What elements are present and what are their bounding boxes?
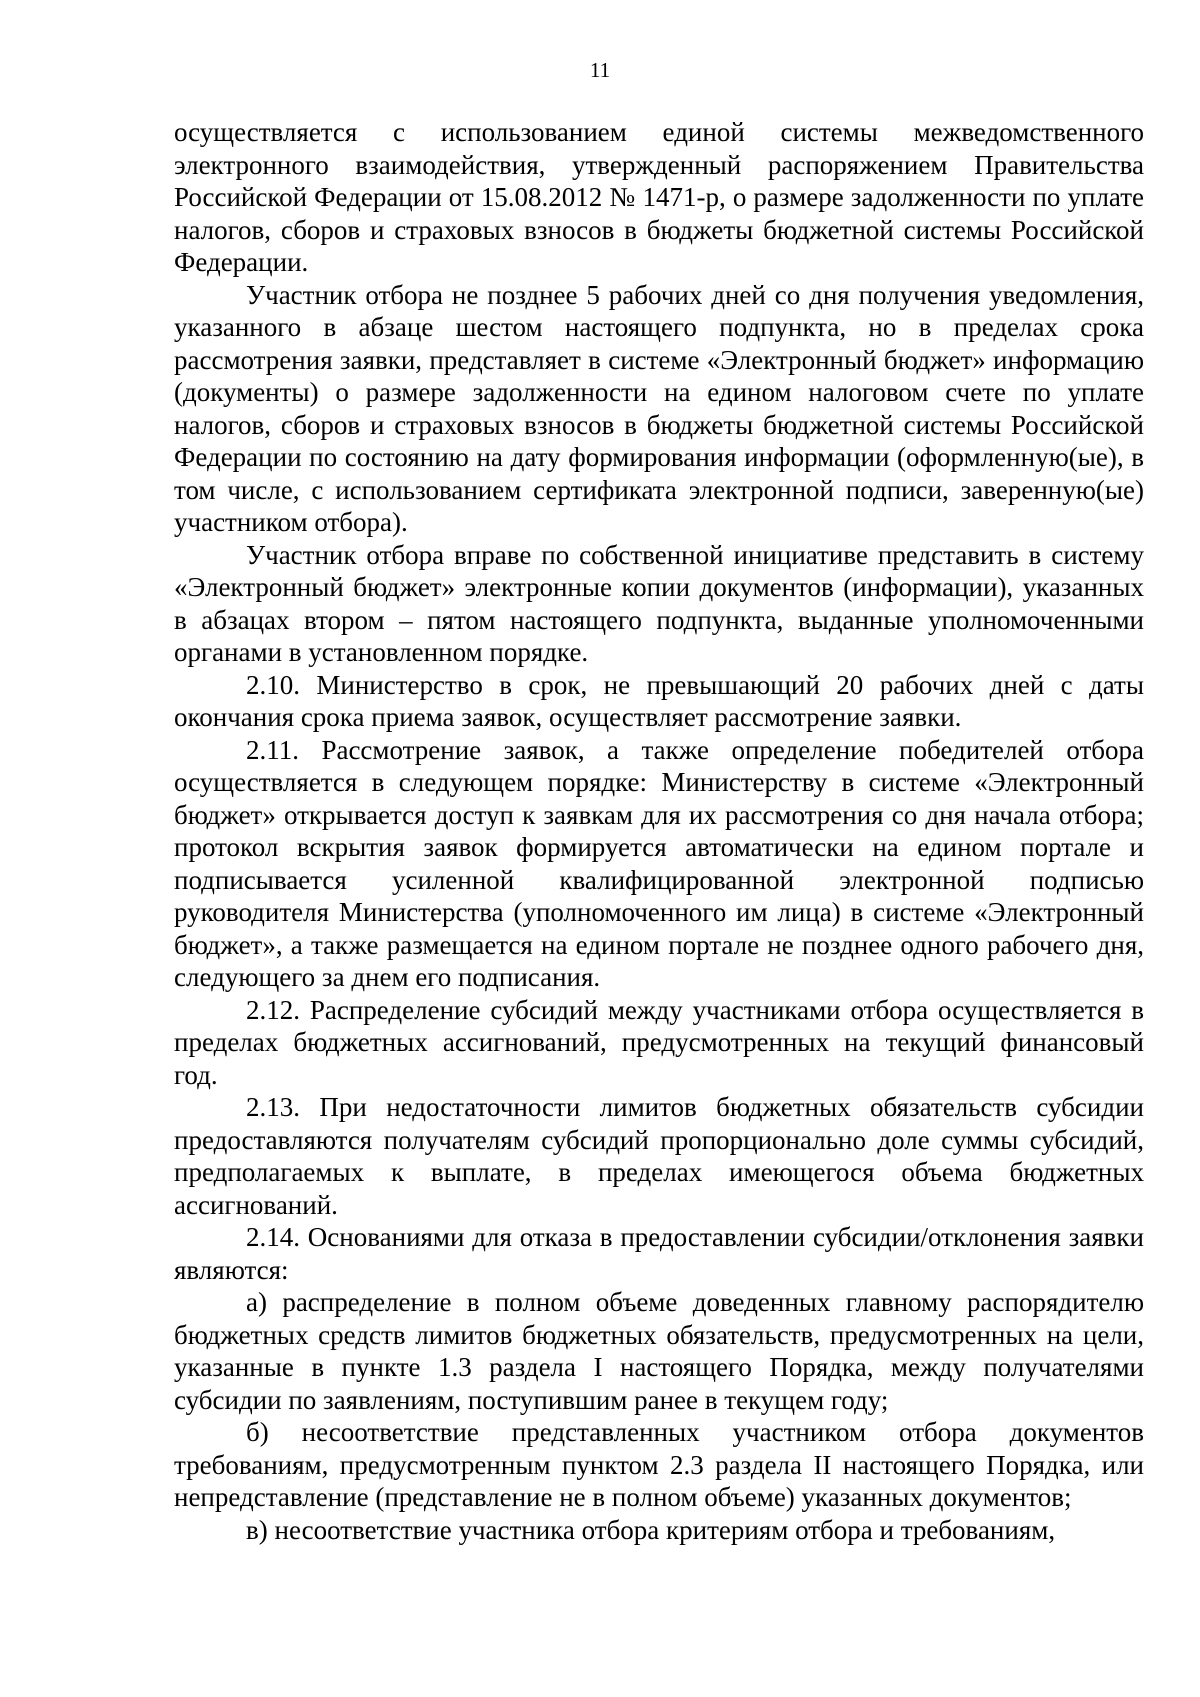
paragraph-clause-2-12: 2.12. Распределение субсидий между участниками отбора осуществляется в пределах бюджетных ассигнований, предусмотренных на текущий финансовый год. (174, 994, 1144, 1090)
paragraph-clause-2-13: 2.13. При недостаточности лимитов бюджетных обязательств субсидии предоставляются получателям субсидий пропорционально доле суммы субсидий, предполагаемых к выплате, в пределах имеющегося объема бюджетных ассигнований. (174, 1092, 1144, 1220)
paragraph-clause-2-10: 2.10. Министерство в срок, не превышающий 20 рабочих дней с даты окончания срока приема заявок, осуществляет рассмотрение заявки. (174, 669, 1144, 732)
paragraph-participant-debt-info: Участник отбора не позднее 5 рабочих дней со дня получения уведомления, указанного в абзаце шестом настоящего подпункта, но в пределах срока рассмотрения заявки, представляет в системе «Электронный бюджет» информацию (документы) о размере задолженности на едином налоговом счете по уплате налогов, сборов и страховых взносов в бюджеты бюджетной системы Российской Федерации по состоянию на дату формирования информации (оформленную(ые), в том числе, с использованием сертификата электронной подписи, заверенную(ые) участником отбора). (174, 279, 1144, 537)
paragraph-item-a: а) распределение в полном объеме доведенных главному распорядителю бюджетных средств лимитов бюджетных обязательств, предусмотренных на цели, указанные в пункте 1.3 раздела I настоящего Порядка, между получателями субсидии по заявлениям, поступившим ранее в текущем году; (174, 1287, 1144, 1415)
paragraph-clause-2-14: 2.14. Основаниями для отказа в предоставлении субсидии/отклонения заявки являются: (174, 1222, 1144, 1285)
paragraph-continuation: осуществляется с использованием единой системы межведомственного электронного взаимодействия, утвержденный распоряжением Правительства Российской Федерации от 15.08.2012 № 1471-р, о размере задолженности по уплате налогов, сборов и страховых взносов в бюджеты бюджетной системы Российской Федерации. (174, 117, 1144, 277)
paragraph-clause-2-11: 2.11. Рассмотрение заявок, а также определение победителей отбора осуществляется в следующем порядке: Министерству в системе «Электронный бюджет» открывается доступ к заявкам для их рассмотрения со дня начала отбора; протокол вскрытия заявок формируется автоматически на едином портале и подписывается усиленной квалифицированной электронной подписью руководителя Министерства (уполномоченного им лица) в системе «Электронный бюджет», а также размещается на едином портале не позднее одного рабочего дня, следующего за днем его подписания. (174, 734, 1144, 992)
document-body (174, 116, 1144, 1546)
paragraph-item-v: в) несоответствие участника отбора критериям отбора и требованиям, (246, 1514, 1056, 1545)
page-number: 11 (589, 58, 611, 82)
paragraph-participant-own-initiative: Участник отбора вправе по собственной инициативе представить в систему «Электронный бюджет» электронные копии документов (информации), указанных в абзацах втором – пятом настоящего подпункта, выданные уполномоченными органами в установленном порядке. (174, 539, 1144, 667)
paragraph-item-b: б) несоответствие представленных участником отбора документов требованиям, предусмотренным пунктом 2.3 раздела II настоящего Порядка, или непредставление (представление не в полном объеме) указанных документов; (174, 1417, 1144, 1512)
